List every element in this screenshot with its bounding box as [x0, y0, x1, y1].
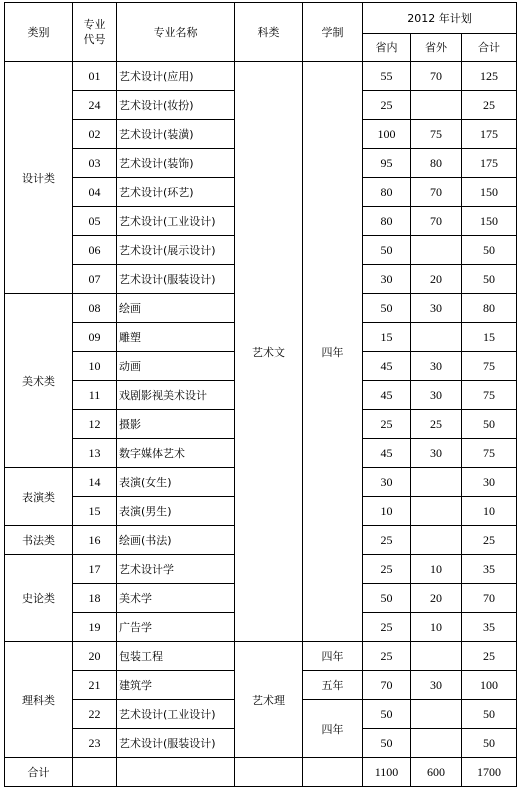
summary-empty-cell [73, 758, 117, 787]
in-province-value: 25 [363, 555, 411, 584]
out-province-value: 20 [411, 584, 462, 613]
out-province-value [411, 323, 462, 352]
total-value: 75 [462, 439, 517, 468]
out-province-value: 30 [411, 671, 462, 700]
major-code: 13 [73, 439, 117, 468]
total-value: 15 [462, 323, 517, 352]
out-province-value: 25 [411, 410, 462, 439]
total-value: 150 [462, 178, 517, 207]
in-province-value: 15 [363, 323, 411, 352]
in-province-value: 50 [363, 729, 411, 758]
major-code: 23 [73, 729, 117, 758]
subject-cell: 艺术理 [235, 642, 303, 758]
category-cell: 表演类 [5, 468, 73, 526]
out-province-value [411, 91, 462, 120]
in-province-value: 50 [363, 236, 411, 265]
out-province-value: 30 [411, 352, 462, 381]
total-value: 80 [462, 294, 517, 323]
in-province-value: 10 [363, 497, 411, 526]
major-code: 01 [73, 62, 117, 91]
major-code: 11 [73, 381, 117, 410]
duration-cell: 四年 [303, 700, 363, 758]
out-province-value [411, 468, 462, 497]
major-name: 雕塑 [117, 323, 235, 352]
summary-in-province: 1100 [363, 758, 411, 787]
out-province-value: 70 [411, 178, 462, 207]
major-name: 艺术设计(装潢) [117, 120, 235, 149]
in-province-value: 50 [363, 584, 411, 613]
major-code: 07 [73, 265, 117, 294]
major-code: 04 [73, 178, 117, 207]
out-province-value: 70 [411, 207, 462, 236]
category-cell: 书法类 [5, 526, 73, 555]
in-province-value: 100 [363, 120, 411, 149]
category-header: 类别 [5, 3, 73, 62]
major-name: 艺术设计(应用) [117, 62, 235, 91]
total-value: 35 [462, 613, 517, 642]
major-code: 16 [73, 526, 117, 555]
total-value: 30 [462, 468, 517, 497]
summary-empty-cell [117, 758, 235, 787]
total-value: 50 [462, 410, 517, 439]
out-province-value: 70 [411, 62, 462, 91]
total-header: 合计 [462, 34, 517, 62]
total-value: 50 [462, 700, 517, 729]
major-name: 艺术设计学 [117, 555, 235, 584]
in-province-value: 95 [363, 149, 411, 178]
in-province-value: 25 [363, 410, 411, 439]
major-code: 19 [73, 613, 117, 642]
in-province-value: 80 [363, 207, 411, 236]
total-value: 125 [462, 62, 517, 91]
major-name: 数字媒体艺术 [117, 439, 235, 468]
category-cell: 史论类 [5, 555, 73, 642]
major-name: 摄影 [117, 410, 235, 439]
total-value: 175 [462, 149, 517, 178]
in-province-value: 50 [363, 700, 411, 729]
major-name: 戏剧影视美术设计 [117, 381, 235, 410]
summary-empty-cell [303, 758, 363, 787]
out-province-value: 75 [411, 120, 462, 149]
major-code: 08 [73, 294, 117, 323]
out-province-value: 30 [411, 294, 462, 323]
category-cell: 理科类 [5, 642, 73, 758]
summary-out-province: 600 [411, 758, 462, 787]
out-province-value [411, 729, 462, 758]
in-province-value: 45 [363, 381, 411, 410]
summary-total: 1700 [462, 758, 517, 787]
major-name: 艺术设计(妆扮) [117, 91, 235, 120]
major-code: 06 [73, 236, 117, 265]
major-name: 包装工程 [117, 642, 235, 671]
major-name: 建筑学 [117, 671, 235, 700]
out-province-value: 10 [411, 613, 462, 642]
major-name: 艺术设计(装饰) [117, 149, 235, 178]
total-value: 35 [462, 555, 517, 584]
major-code: 12 [73, 410, 117, 439]
total-value: 25 [462, 642, 517, 671]
in-province-value: 25 [363, 642, 411, 671]
major-code: 20 [73, 642, 117, 671]
summary-label: 合计 [5, 758, 73, 787]
major-code: 02 [73, 120, 117, 149]
major-code: 15 [73, 497, 117, 526]
code-header: 专业 代号 [73, 3, 117, 62]
major-name-header: 专业名称 [117, 3, 235, 62]
duration-cell: 四年 [303, 62, 363, 642]
in-province-value: 30 [363, 265, 411, 294]
major-code: 14 [73, 468, 117, 497]
out-province-value [411, 700, 462, 729]
in-province-value: 70 [363, 671, 411, 700]
total-value: 25 [462, 91, 517, 120]
total-value: 75 [462, 352, 517, 381]
subject-header: 科类 [235, 3, 303, 62]
major-code: 10 [73, 352, 117, 381]
major-name: 美术学 [117, 584, 235, 613]
major-name: 艺术设计(工业设计) [117, 207, 235, 236]
plan-header: 2012 年计划 [363, 3, 517, 34]
in-province-value: 25 [363, 526, 411, 555]
total-value: 175 [462, 120, 517, 149]
in-province-value: 45 [363, 439, 411, 468]
enrollment-plan-table [4, 2, 517, 787]
in-province-header: 省内 [363, 34, 411, 62]
major-name: 艺术设计(展示设计) [117, 236, 235, 265]
category-cell: 设计类 [5, 62, 73, 294]
header-row [5, 3, 517, 34]
total-value: 10 [462, 497, 517, 526]
major-code: 22 [73, 700, 117, 729]
in-province-value: 25 [363, 91, 411, 120]
major-name: 艺术设计(工业设计) [117, 700, 235, 729]
table-row [5, 62, 517, 91]
in-province-value: 45 [363, 352, 411, 381]
out-province-value: 10 [411, 555, 462, 584]
total-value: 50 [462, 265, 517, 294]
duration-cell: 四年 [303, 642, 363, 671]
out-province-value [411, 497, 462, 526]
total-value: 75 [462, 381, 517, 410]
major-name: 艺术设计(服装设计) [117, 729, 235, 758]
major-name: 艺术设计(环艺) [117, 178, 235, 207]
major-code: 18 [73, 584, 117, 613]
table-row [5, 642, 517, 671]
total-value: 70 [462, 584, 517, 613]
major-name: 表演(女生) [117, 468, 235, 497]
major-code: 24 [73, 91, 117, 120]
out-province-header: 省外 [411, 34, 462, 62]
duration-header: 学制 [303, 3, 363, 62]
total-value: 150 [462, 207, 517, 236]
out-province-value [411, 526, 462, 555]
in-province-value: 25 [363, 613, 411, 642]
category-cell: 美术类 [5, 294, 73, 468]
out-province-value: 30 [411, 381, 462, 410]
total-value: 50 [462, 236, 517, 265]
major-name: 动画 [117, 352, 235, 381]
total-value: 25 [462, 526, 517, 555]
in-province-value: 80 [363, 178, 411, 207]
out-province-value: 30 [411, 439, 462, 468]
major-code: 17 [73, 555, 117, 584]
major-name: 表演(男生) [117, 497, 235, 526]
subject-cell: 艺术文 [235, 62, 303, 642]
major-name: 绘画 [117, 294, 235, 323]
out-province-value [411, 642, 462, 671]
major-code: 09 [73, 323, 117, 352]
summary-row [5, 758, 517, 787]
summary-empty-cell [235, 758, 303, 787]
major-code: 03 [73, 149, 117, 178]
major-name: 艺术设计(服装设计) [117, 265, 235, 294]
out-province-value: 80 [411, 149, 462, 178]
in-province-value: 30 [363, 468, 411, 497]
duration-cell: 五年 [303, 671, 363, 700]
total-value: 50 [462, 729, 517, 758]
major-name: 绘画(书法) [117, 526, 235, 555]
out-province-value [411, 236, 462, 265]
in-province-value: 50 [363, 294, 411, 323]
major-code: 05 [73, 207, 117, 236]
total-value: 100 [462, 671, 517, 700]
major-name: 广告学 [117, 613, 235, 642]
out-province-value: 20 [411, 265, 462, 294]
major-code: 21 [73, 671, 117, 700]
in-province-value: 55 [363, 62, 411, 91]
